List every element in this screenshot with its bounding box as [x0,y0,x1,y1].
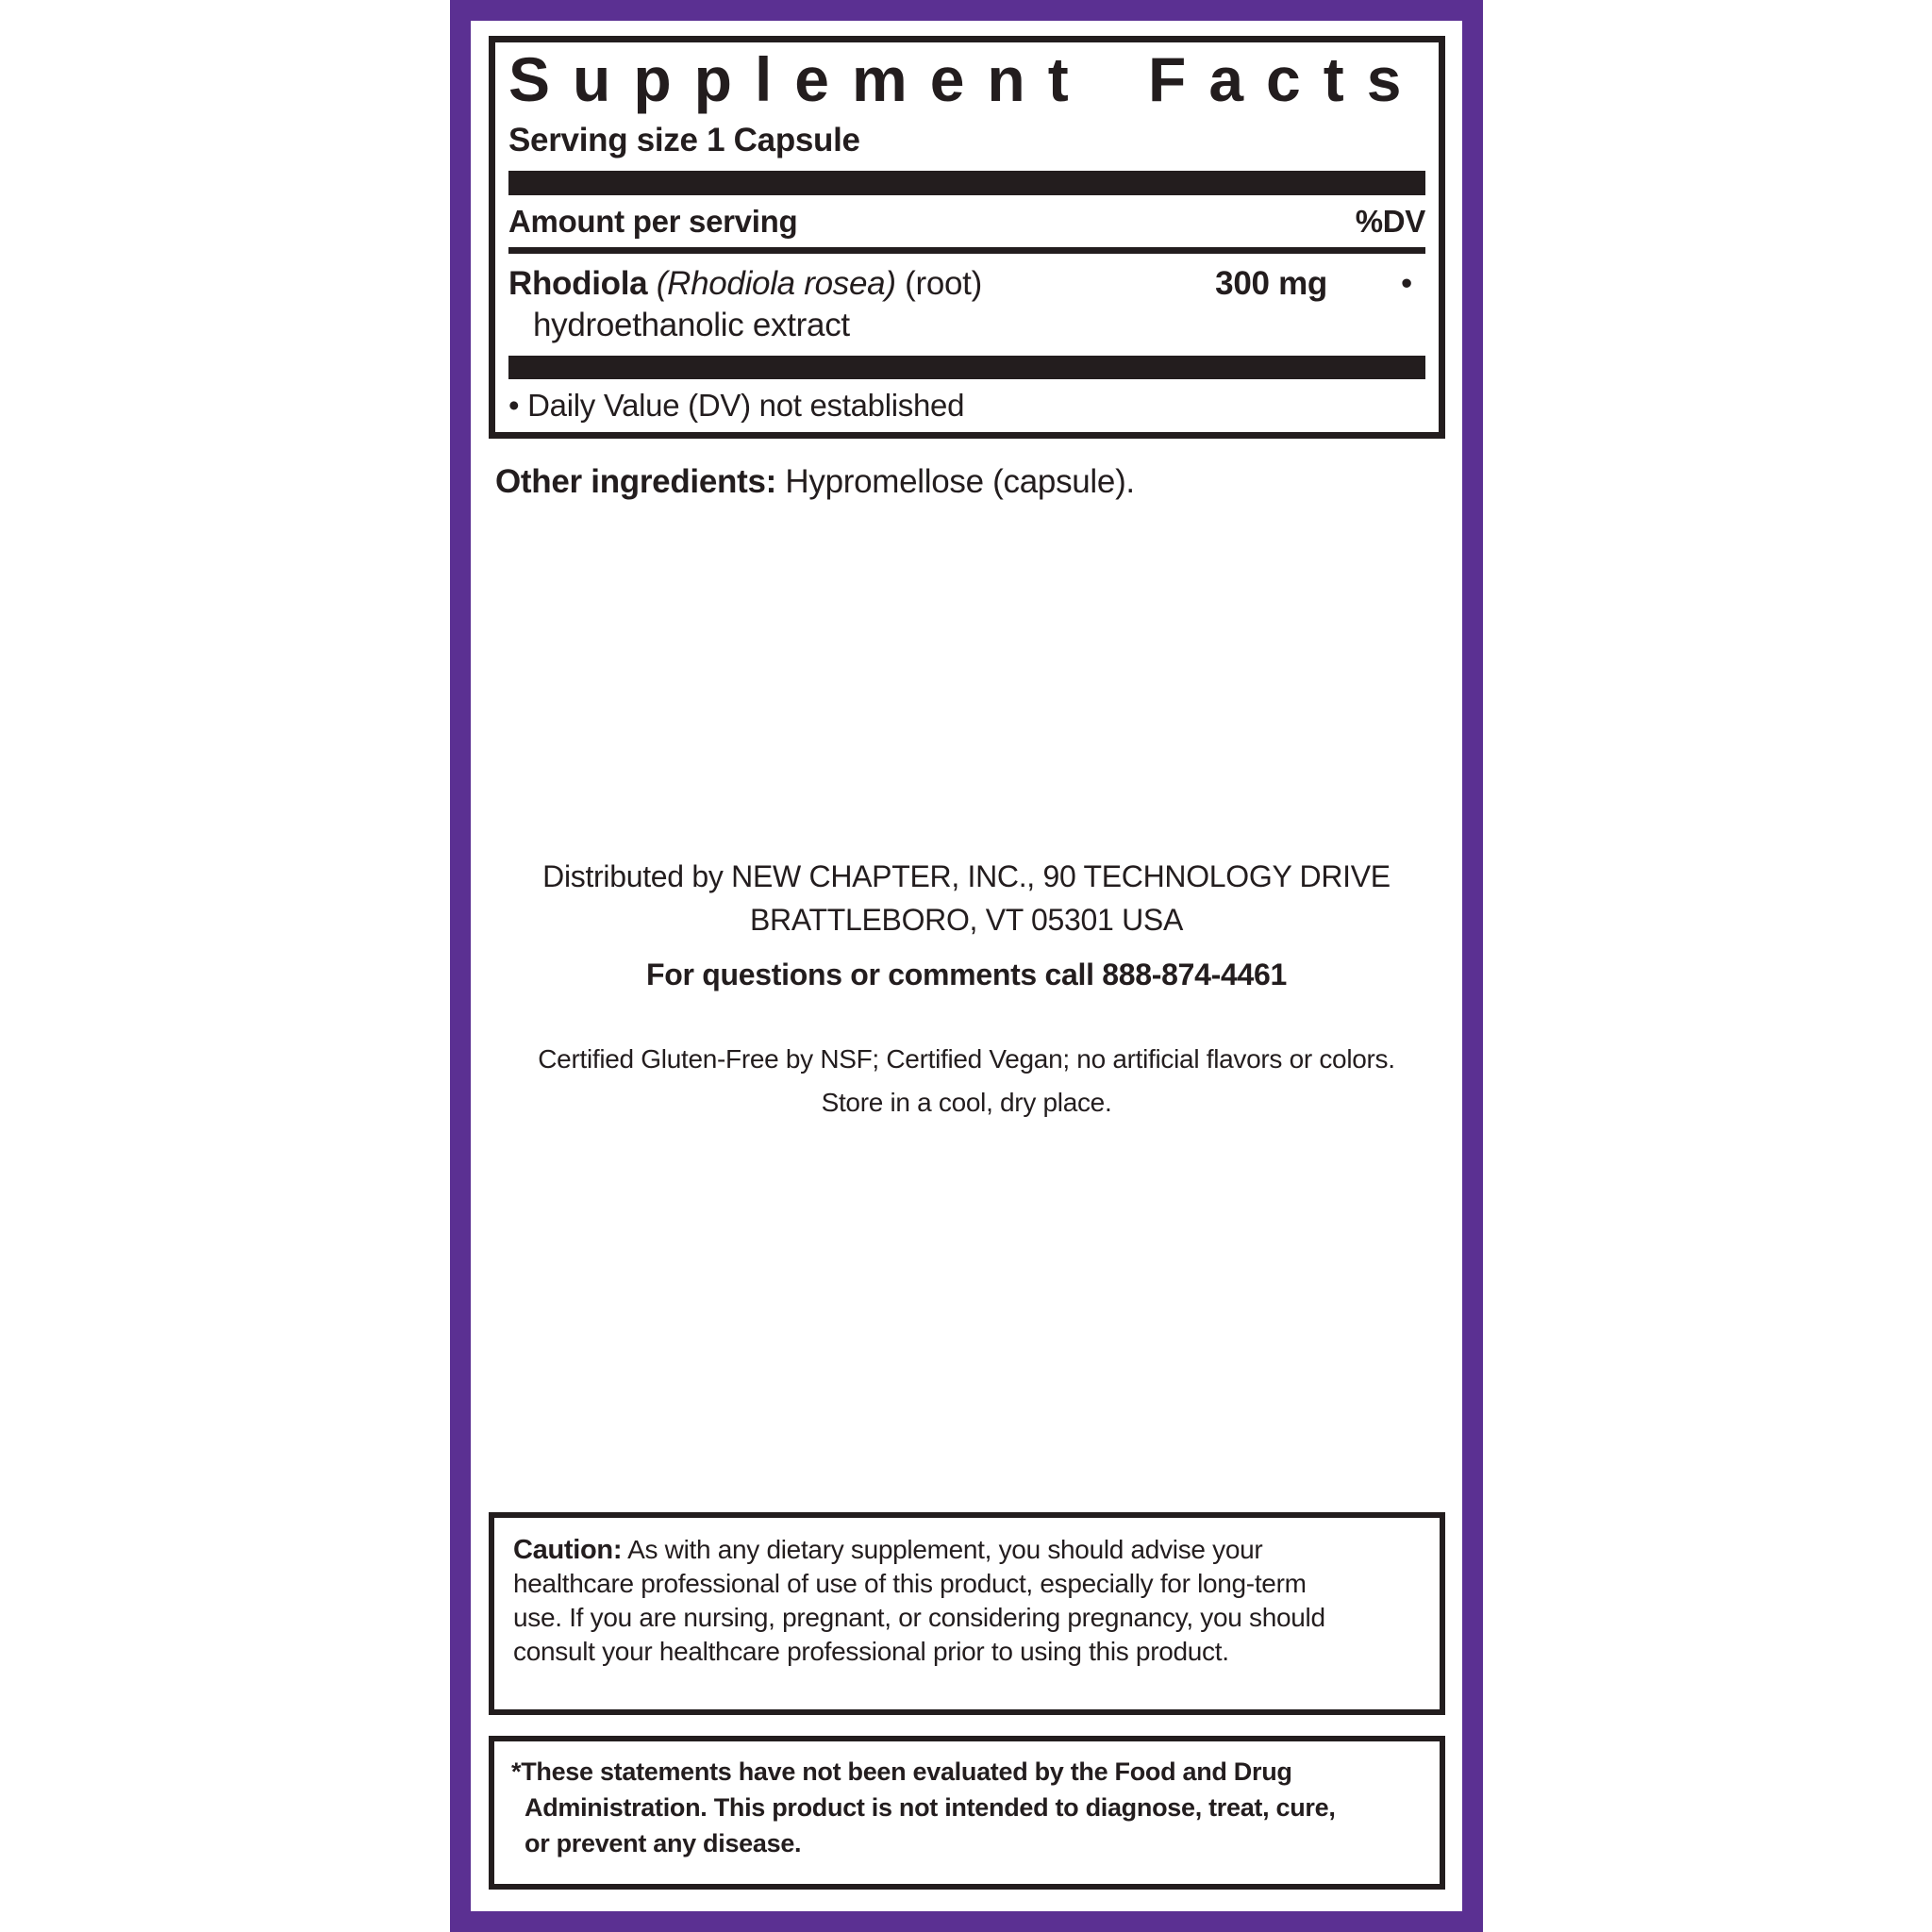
storage-line: Store in a cool, dry place. [821,1088,1112,1117]
distributor-block [471,855,1462,996]
caution-line-2: healthcare professional of use of this product, especially for long-term [513,1569,1307,1598]
divider-thick-bottom [508,356,1425,379]
supplement-facts-panel [489,36,1445,439]
distributor-line-1: Distributed by NEW CHAPTER, INC., 90 TECHNOLOGY DRIVE [542,859,1391,893]
caution-line-4: consult your healthcare professional prior to using this product. [513,1637,1229,1666]
other-ingredients-value: Hypromellose (capsule). [775,463,1135,500]
ingredient-amount: 300 mg [1215,265,1327,302]
ingredient-name-line2: hydroethanolic extract [533,307,850,343]
divider-thick-top [508,171,1425,195]
caution-label: Caution: [513,1535,623,1565]
amount-per-serving-header: Amount per serving [508,204,798,239]
ingredient-name-plant-part: (root) [895,265,982,302]
divider-thin [508,247,1425,254]
ingredient-dv-bullet: • [1401,265,1412,302]
ingredient-name-botanical: (Rhodiola rosea) [647,265,896,302]
label-purple-frame [450,0,1483,1932]
caution-line-1-text: As with any dietary supplement, you should advise your [622,1535,1263,1564]
distributor-phone-line: For questions or comments call 888-874-4461 [646,958,1287,991]
caution-box [489,1512,1445,1715]
certifications-block [471,1038,1462,1124]
fda-disclaimer-line-3: or prevent any disease. [525,1829,802,1857]
dv-footnote: • Daily Value (DV) not established [508,388,965,423]
percent-dv-header: %DV [1355,204,1425,239]
caution-line-3: use. If you are nursing, pregnant, or considering pregnancy, you should [513,1603,1325,1632]
certification-line: Certified Gluten-Free by NSF; Certified Vegan; no artificial flavors or colors. [538,1044,1395,1074]
fda-disclaimer-line-2: Administration. This product is not intended to diagnose, treat, cure, [525,1793,1336,1822]
ingredient-name [508,265,1215,303]
other-ingredients-line [495,462,1135,502]
fda-disclaimer-box [489,1736,1445,1890]
ingredient-row [508,254,1425,303]
distributor-line-2: BRATTLEBORO, VT 05301 USA [749,903,1184,937]
ingredient-name-common: Rhodiola [508,265,648,302]
column-header-row [508,195,1425,247]
fda-disclaimer-line-1: *These statements have not been evaluated by the Food and Drug [511,1757,1292,1786]
serving-size: Serving size 1 Capsule [508,122,860,158]
caution-line-1 [513,1533,1421,1567]
label-inner [471,21,1462,1911]
other-ingredients-label: Other ingredients: [495,463,776,500]
panel-title: Supplement Facts [508,44,1424,114]
